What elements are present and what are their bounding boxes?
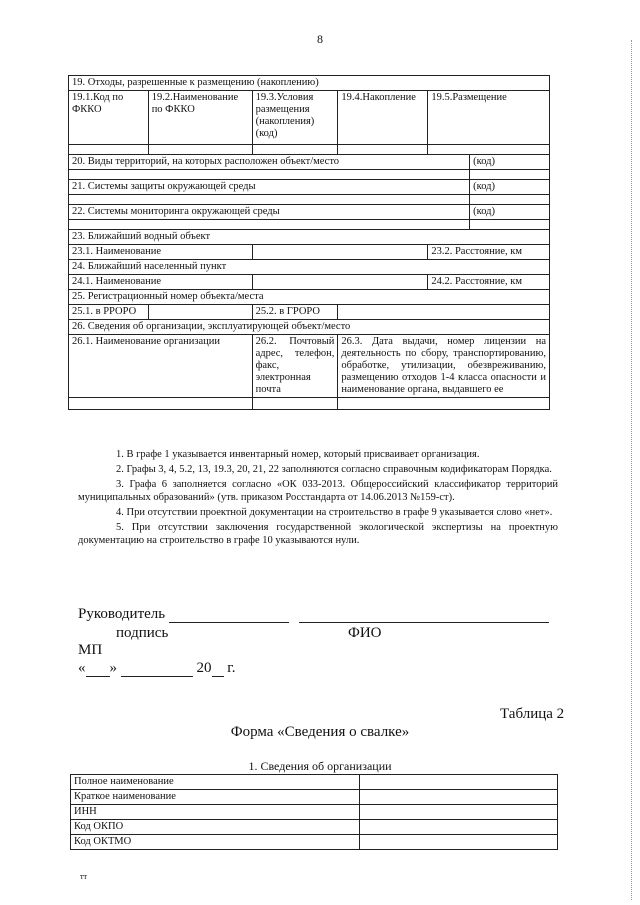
operator-name-header: 26.1. Наименование организации <box>69 335 253 398</box>
protection-systems-code: (код) <box>470 180 550 195</box>
section19-title: 19. Отходы, разрешенные к размещению (накоплению) <box>69 76 550 91</box>
territory-types-label: 20. Виды территорий, на которых расположен объект/место <box>69 155 470 170</box>
signature-caption: подпись <box>116 625 169 641</box>
fio-field <box>299 608 549 623</box>
operator-license-header: 26.3. Дата выдачи, номер лицензии на деятельность по сбору, транспортированию, обработке, утилизации, обезвреживанию, размещению отходов 1-4 класса опасности и наименование органа, выдавшего ее <box>338 335 550 398</box>
year-field <box>212 662 224 677</box>
org-row <box>71 775 558 790</box>
fio-caption: ФИО <box>348 625 382 641</box>
note-2: 2. Графы 3, 4, 5.2, 13, 19.3, 20, 21, 22 заполняются согласно справочным кодификаторам Порядка. <box>116 464 552 475</box>
territory-types-code: (код) <box>470 155 550 170</box>
monitoring-systems-code: (код) <box>470 205 550 220</box>
scan-edge <box>631 40 636 900</box>
date-line <box>78 660 235 677</box>
operator-title: 26. Сведения об организации, эксплуатирующей объект/место <box>69 320 550 335</box>
note-1: 1. В графе 1 указывается инвентарный номер, который присваивает организация. <box>116 449 480 460</box>
placement-conditions-header: 19.3.Условия размещения (накопления) (код) <box>252 91 338 145</box>
row26-header <box>69 335 550 398</box>
monitoring-systems-label: 22. Системы мониторинга окружающей среды <box>69 205 470 220</box>
water-body-distance-label: 23.2. Расстояние, км <box>428 245 550 260</box>
waste-code-header: 19.1.Код по ФККО <box>69 91 149 145</box>
signature-line <box>78 606 549 623</box>
settlement-name-label: 24.1. Наименование <box>69 275 253 290</box>
water-body-name-label: 23.1. Наименование <box>69 245 253 260</box>
org-section-title: 1. Сведения об организации <box>248 759 392 773</box>
rroro-label: 25.1. в РРОРО <box>69 305 149 320</box>
row24-details <box>69 275 550 290</box>
settlement-distance-label: 24.2. Расстояние, км <box>428 275 550 290</box>
page-number: 8 <box>317 32 323 46</box>
org-row <box>71 835 558 850</box>
note-5: 5. При отсутствии заключения государственной экологической экспертизы на проектную документацию на строительство в графе 10 указываются нули. <box>78 522 558 546</box>
date-open-quote: « <box>78 660 86 676</box>
signature-field <box>169 608 289 623</box>
inn-label: ИНН <box>71 805 360 820</box>
row21 <box>69 180 550 195</box>
section19-title-row <box>69 76 550 91</box>
footer-mark: тт <box>80 872 87 881</box>
groro-label: 25.2. в ГРОРО <box>252 305 338 320</box>
month-field <box>121 662 193 677</box>
note-3: 3. Графа 6 заполняется согласно «ОК 033-2013. Общероссийский классификатор территорий муниципальных образований» (утв. приказом Росстандарта от 14.06.2013 №159-ст). <box>78 479 558 503</box>
notes <box>78 448 558 549</box>
row22 <box>69 205 550 220</box>
note-4: 4. При отсутствии проектной документации на строительство в графе 9 указывается слово «нет». <box>116 507 553 518</box>
object-info-table <box>68 75 550 410</box>
date-close-quote: » <box>109 660 117 676</box>
row23-details <box>69 245 550 260</box>
section19-header-row <box>69 91 550 145</box>
settlement-title: 24. Ближайший населенный пункт <box>69 260 550 275</box>
stamp-label: МП <box>78 642 103 658</box>
org-row <box>71 805 558 820</box>
org-row <box>71 790 558 805</box>
row25-details <box>69 305 550 320</box>
waste-name-header: 19.2.Наименование по ФККО <box>148 91 252 145</box>
day-field <box>86 662 110 677</box>
head-label: Руководитель <box>78 606 166 622</box>
oktmo-label: Код ОКТМО <box>71 835 360 850</box>
placement-header: 19.5.Размещение <box>428 91 550 145</box>
protection-systems-label: 21. Системы защиты окружающей среды <box>69 180 470 195</box>
org-info-table <box>70 774 558 850</box>
short-name-label: Краткое наименование <box>71 790 360 805</box>
table2-label: Таблица 2 <box>500 706 565 722</box>
accumulation-header: 19.4.Накопление <box>338 91 428 145</box>
full-name-label: Полное наименование <box>71 775 360 790</box>
okpo-label: Код ОКПО <box>71 820 360 835</box>
water-body-title: 23. Ближайший водный объект <box>69 230 550 245</box>
registration-title: 25. Регистрационный номер объекта/места <box>69 290 550 305</box>
form-title: Форма «Сведения о свалке» <box>230 724 410 740</box>
year-suffix: г. <box>227 660 236 676</box>
year-prefix: 20 <box>196 660 212 676</box>
operator-contacts-header: 26.2. Почтовый адрес, телефон, факс, электронная почта <box>252 335 338 398</box>
org-row <box>71 820 558 835</box>
row20 <box>69 155 550 170</box>
